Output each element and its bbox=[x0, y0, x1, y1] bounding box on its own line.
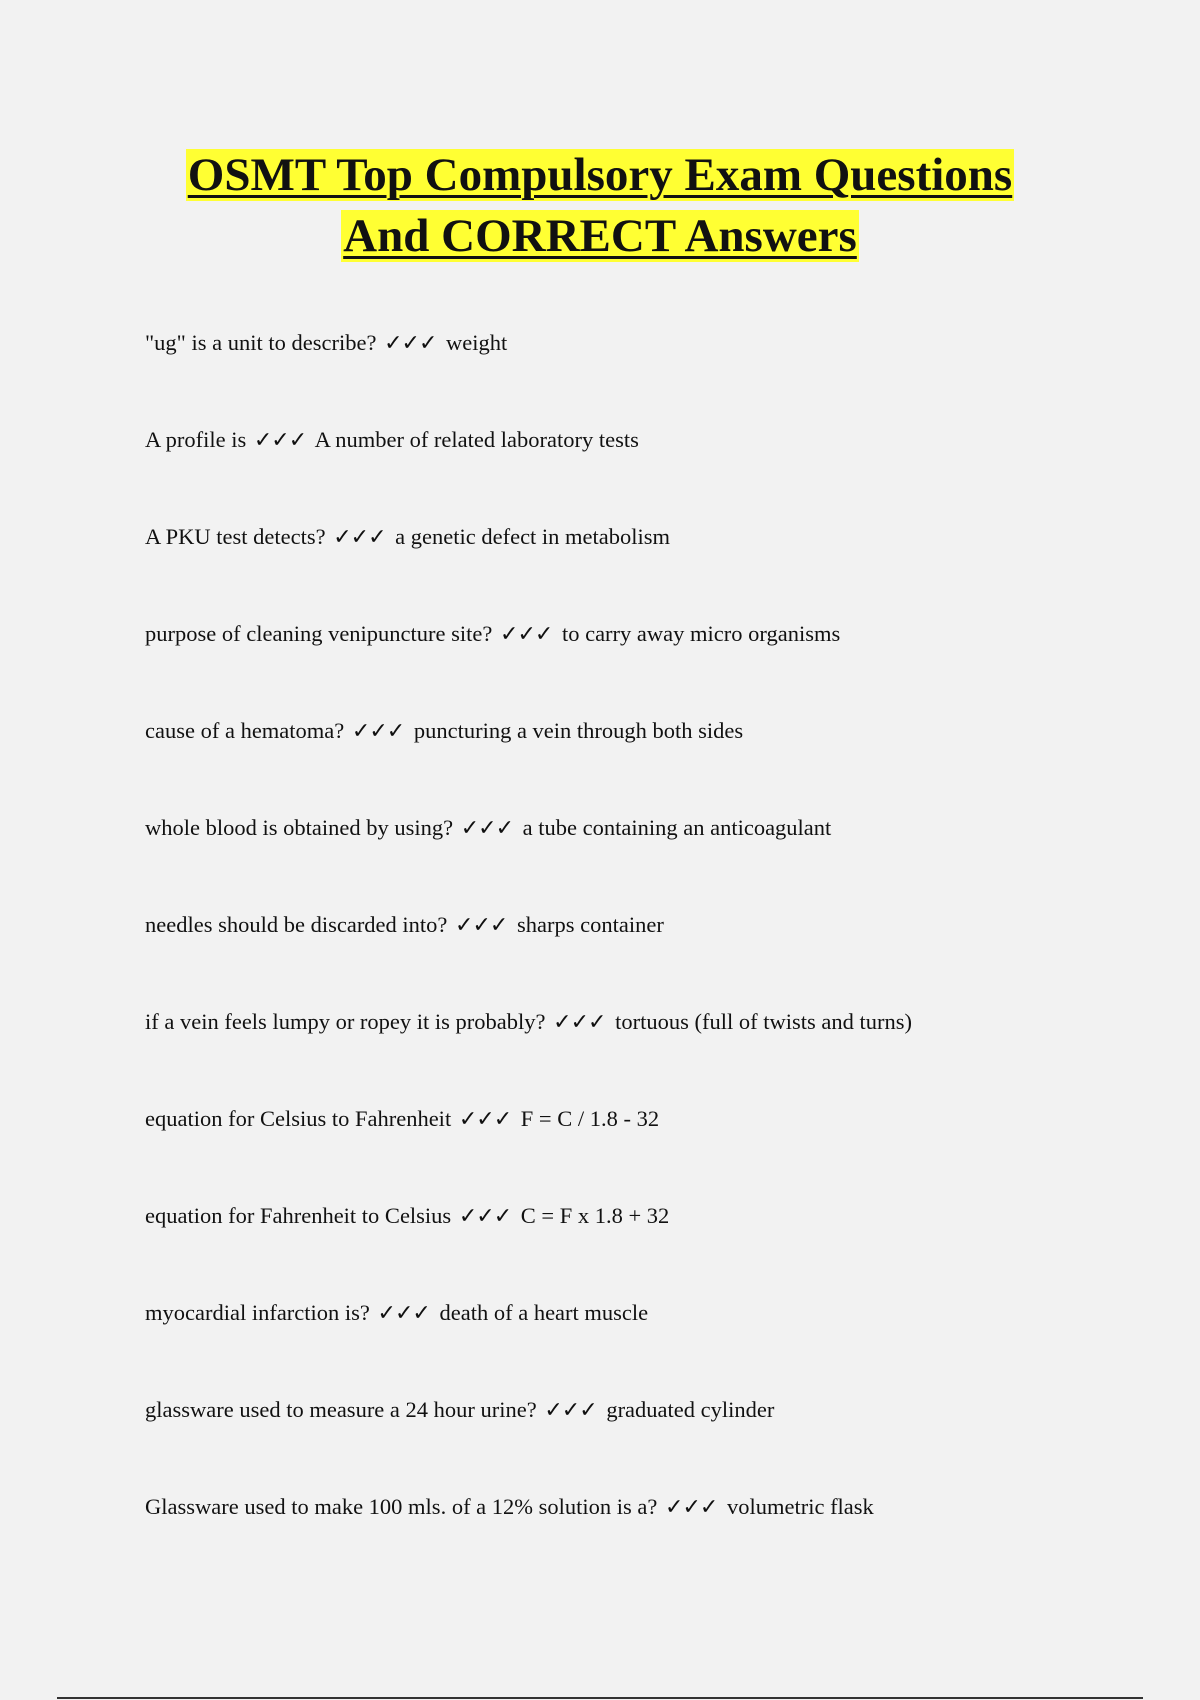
question-text: A PKU test detects? bbox=[145, 524, 326, 549]
list-item bbox=[145, 621, 1145, 718]
list-item bbox=[145, 1397, 1145, 1494]
checkmark-icon: ✓✓✓ bbox=[351, 719, 405, 744]
title-line-2: And CORRECT Answers bbox=[343, 210, 857, 262]
checkmark-icon: ✓✓✓ bbox=[384, 331, 437, 356]
answer-text: puncturing a vein through both sides bbox=[413, 718, 744, 743]
list-item bbox=[145, 1494, 1145, 1591]
answer-text: graduated cylinder bbox=[606, 1397, 775, 1422]
question-text: whole blood is obtained by using? bbox=[145, 815, 454, 840]
answer-text: a genetic defect in metabolism bbox=[395, 524, 671, 549]
question-text: equation for Fahrenheit to Celsius bbox=[145, 1203, 452, 1228]
checkmark-icon: ✓✓✓ bbox=[500, 622, 553, 647]
answer-text: tortuous (full of twists and turns) bbox=[615, 1009, 912, 1034]
question-text: purpose of cleaning venipuncture site? bbox=[145, 621, 493, 646]
list-item bbox=[145, 1009, 1145, 1106]
question-text: cause of a hematoma? bbox=[145, 718, 345, 743]
checkmark-icon: ✓✓✓ bbox=[544, 1398, 597, 1423]
question-text: A profile is bbox=[145, 427, 247, 452]
checkmark-icon: ✓✓✓ bbox=[253, 428, 307, 453]
list-item bbox=[145, 330, 1145, 427]
answer-text: death of a heart muscle bbox=[439, 1300, 649, 1325]
checkmark-icon: ✓✓✓ bbox=[333, 525, 386, 550]
checkmark-icon: ✓✓✓ bbox=[455, 913, 508, 938]
question-text: if a vein feels lumpy or ropey it is probably? bbox=[145, 1009, 546, 1034]
question-text: Glassware used to make 100 mls. of a 12% solution is a? bbox=[145, 1494, 658, 1519]
answer-text: weight bbox=[446, 330, 508, 355]
answer-text: F = C / 1.8 - 32 bbox=[520, 1106, 660, 1131]
title-line-1: OSMT Top Compulsory Exam Questions bbox=[187, 149, 1013, 201]
answer-text: C = F x 1.8 + 32 bbox=[520, 1203, 670, 1228]
page-title bbox=[0, 145, 1200, 267]
list-item bbox=[145, 1300, 1145, 1397]
answer-text: a tube containing an anticoagulant bbox=[522, 815, 832, 840]
checkmark-icon: ✓✓✓ bbox=[665, 1495, 718, 1520]
question-text: needles should be discarded into? bbox=[145, 912, 448, 937]
checkmark-icon: ✓✓✓ bbox=[460, 816, 514, 841]
list-item bbox=[145, 1106, 1145, 1203]
checkmark-icon: ✓✓✓ bbox=[377, 1301, 430, 1326]
footer-divider bbox=[57, 1697, 1143, 1699]
checkmark-icon: ✓✓✓ bbox=[553, 1010, 606, 1035]
checkmark-icon: ✓✓✓ bbox=[458, 1204, 512, 1229]
list-item bbox=[145, 524, 1145, 621]
question-text: equation for Celsius to Fahrenheit bbox=[145, 1106, 452, 1131]
answer-text: to carry away micro organisms bbox=[561, 621, 841, 646]
qa-list bbox=[145, 330, 1145, 1591]
question-text: "ug" is a unit to describe? bbox=[145, 330, 377, 355]
answer-text: A number of related laboratory tests bbox=[314, 427, 639, 452]
question-text: glassware used to measure a 24 hour urine? bbox=[145, 1397, 537, 1422]
question-text: myocardial infarction is? bbox=[145, 1300, 370, 1325]
checkmark-icon: ✓✓✓ bbox=[458, 1107, 512, 1132]
list-item bbox=[145, 427, 1145, 524]
list-item bbox=[145, 815, 1145, 912]
list-item bbox=[145, 912, 1145, 1009]
list-item bbox=[145, 718, 1145, 815]
answer-text: sharps container bbox=[516, 912, 664, 937]
list-item bbox=[145, 1203, 1145, 1300]
answer-text: volumetric flask bbox=[726, 1494, 874, 1519]
